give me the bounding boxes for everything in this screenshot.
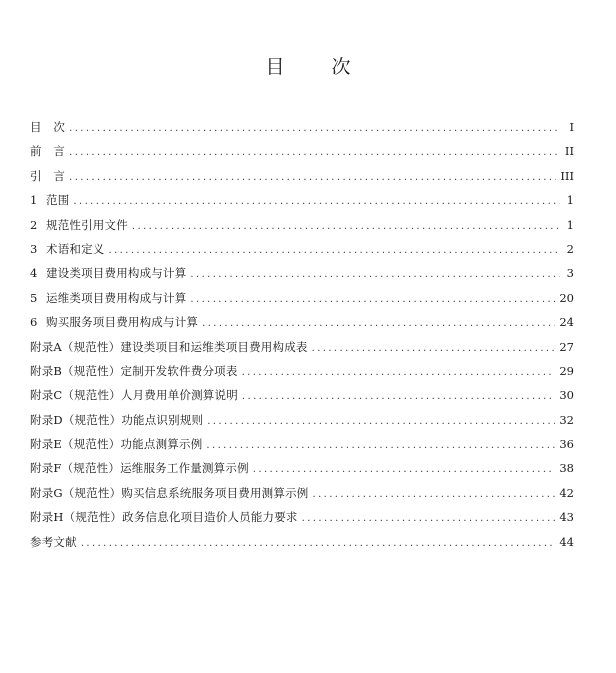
toc-entry-label: 附录E（规范性）功能点测算示例 — [30, 437, 203, 452]
toc-entry-label: 运维类项目费用构成与计算 — [46, 290, 187, 305]
toc-leader-dots — [109, 245, 561, 256]
toc-leader-dots — [190, 294, 555, 305]
toc-entry-foreword[interactable] — [30, 143, 574, 167]
toc-entry-label: 附录H（规范性）政务信息化项目造价人员能力要求 — [30, 510, 298, 525]
toc-leader-dots — [69, 123, 560, 134]
toc-entry-contents[interactable] — [30, 119, 574, 143]
toc-leader-dots — [69, 172, 556, 183]
toc-entry-page: III — [560, 168, 574, 183]
page-title: 目 次 — [265, 56, 365, 78]
toc-entry-label: 附录A（规范性）建设类项目和运维类项目费用构成表 — [30, 339, 308, 354]
toc-entry-page: 42 — [559, 485, 574, 500]
toc-leader-dots — [69, 147, 560, 158]
toc-entry-section-4[interactable] — [30, 265, 574, 289]
toc-entry-label: 附录F（规范性）运维服务工作量测算示例 — [30, 461, 249, 476]
toc-entry-page: 29 — [559, 363, 574, 378]
toc-entry-label: 参考文献 — [30, 534, 77, 549]
toc-entry-label: 引 言 — [30, 168, 66, 183]
toc-entry-page: 27 — [559, 339, 574, 354]
toc-entry-number: 5 — [30, 290, 38, 305]
toc-entry-label: 规范性引用文件 — [46, 217, 128, 232]
toc-entry-appendix-h[interactable] — [30, 509, 574, 533]
toc-leader-dots — [253, 464, 556, 475]
toc-entry-label: 附录G（规范性）购买信息系统服务项目费用测算示例 — [30, 485, 309, 500]
toc-entry-page: 30 — [559, 388, 574, 403]
toc-entry-label: 附录D（规范性）功能点识别规则 — [30, 412, 204, 427]
toc-entry-section-5[interactable] — [30, 290, 574, 314]
toc-entry-section-1[interactable] — [30, 192, 574, 216]
toc-leader-dots — [242, 391, 555, 402]
toc-entry-page: 20 — [559, 290, 574, 305]
toc-entry-label: 目 次 — [30, 120, 66, 134]
toc-entry-label: 附录B（规范性）定制开发软件费分项表 — [30, 363, 238, 378]
toc-entry-label: 附录C（规范性）人月费用单价测算说明 — [30, 388, 238, 403]
toc-entry-appendix-f[interactable] — [30, 460, 574, 484]
toc-leader-dots — [202, 318, 555, 329]
toc-leader-dots — [132, 221, 560, 232]
toc-entry-page: 1 — [566, 193, 574, 208]
toc-entry-number: 4 — [30, 266, 38, 281]
toc-entry-label: 术语和定义 — [46, 241, 105, 256]
toc-entry-appendix-g[interactable] — [30, 485, 574, 509]
toc-entry-label: 建设类项目费用构成与计算 — [46, 266, 187, 281]
table-of-contents — [30, 119, 574, 558]
toc-entry-appendix-c[interactable] — [30, 387, 574, 411]
toc-entry-appendix-b[interactable] — [30, 363, 574, 387]
toc-entry-number: 1 — [30, 193, 38, 208]
toc-entry-label: 购买服务项目费用构成与计算 — [46, 315, 199, 330]
toc-entry-page: 24 — [559, 315, 574, 330]
toc-entry-number: 2 — [30, 217, 38, 232]
toc-leader-dots — [73, 196, 560, 207]
toc-leader-dots — [312, 489, 555, 500]
toc-entry-appendix-d[interactable] — [30, 412, 574, 436]
toc-leader-dots — [206, 440, 555, 451]
toc-entry-label: 范围 — [46, 193, 70, 208]
toc-entry-references[interactable] — [30, 534, 574, 558]
toc-leader-dots — [312, 343, 556, 354]
toc-entry-section-6[interactable] — [30, 314, 574, 338]
toc-entry-number: 3 — [30, 241, 38, 256]
toc-leader-dots — [81, 538, 556, 549]
toc-entry-page: 36 — [559, 437, 574, 452]
toc-entry-page: 32 — [559, 412, 574, 427]
toc-entry-page: 43 — [559, 510, 574, 525]
toc-entry-page: 38 — [559, 461, 574, 476]
toc-entry-page: I — [569, 120, 574, 134]
toc-entry-number: 6 — [30, 315, 38, 330]
toc-leader-dots — [242, 367, 556, 378]
toc-entry-appendix-a[interactable] — [30, 339, 574, 363]
toc-entry-page: 44 — [559, 534, 574, 549]
toc-entry-section-2[interactable] — [30, 217, 574, 241]
toc-entry-appendix-e[interactable] — [30, 436, 574, 460]
toc-entry-page: II — [564, 144, 574, 159]
toc-entry-section-3[interactable] — [30, 241, 574, 265]
toc-leader-dots — [302, 513, 556, 524]
toc-leader-dots — [207, 416, 555, 427]
toc-entry-page: 1 — [566, 217, 574, 232]
toc-entry-label: 前 言 — [30, 144, 66, 159]
toc-leader-dots — [190, 269, 560, 280]
toc-entry-page: 3 — [566, 266, 574, 281]
toc-entry-page: 2 — [566, 241, 574, 256]
toc-entry-introduction[interactable] — [30, 168, 574, 192]
